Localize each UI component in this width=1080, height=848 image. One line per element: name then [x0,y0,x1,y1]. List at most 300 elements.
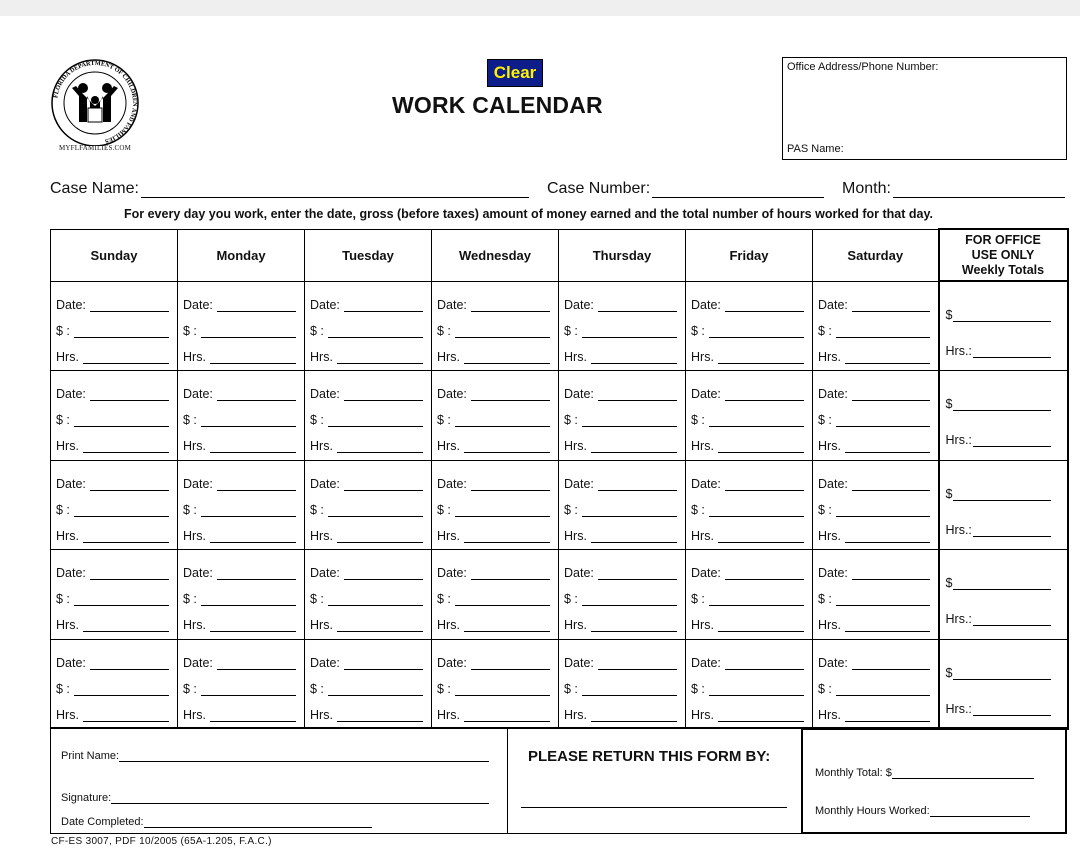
date-line[interactable] [598,481,677,491]
monthly-total-line[interactable] [892,770,1034,779]
date-line[interactable] [344,391,423,401]
weekly-earnings-line[interactable] [953,312,1050,322]
earnings-entry[interactable] [818,682,930,696]
date-entry[interactable] [437,387,550,401]
earnings-entry[interactable] [691,592,804,606]
earnings-entry[interactable] [818,592,930,606]
case-name-line[interactable] [141,184,529,198]
date-entry[interactable] [691,298,804,312]
earnings-line[interactable] [455,328,550,338]
earnings-entry[interactable] [56,413,169,427]
weekly-earnings-line[interactable] [953,401,1050,411]
earnings-entry[interactable] [183,413,296,427]
earnings-line[interactable] [709,686,804,696]
hours-entry[interactable] [818,708,930,722]
date-entry[interactable] [310,298,423,312]
signature-field[interactable] [61,792,489,804]
date-line[interactable] [725,481,804,491]
monthly-hours-line[interactable] [930,808,1030,817]
weekly-hours-line[interactable] [973,616,1051,626]
earnings-line[interactable] [74,596,169,606]
hours-entry[interactable] [56,618,169,632]
hours-entry[interactable] [310,439,423,453]
date-line[interactable] [471,570,550,580]
date-entry[interactable] [818,477,930,491]
hours-entry[interactable] [564,350,677,364]
earnings-entry[interactable] [818,324,930,338]
earnings-line[interactable] [836,686,930,696]
date-label: Date: [56,387,86,402]
hours-line[interactable] [718,622,804,632]
month-label: Month: [842,180,891,197]
hours-entry[interactable] [183,350,296,364]
earnings-entry[interactable] [564,592,677,606]
monthly-total-field[interactable] [815,767,1034,779]
earnings-line[interactable] [74,686,169,696]
date-entry[interactable] [56,656,169,670]
hours-label: Hrs. [691,439,714,454]
date-label: Date: [310,566,340,581]
day-entry [305,640,431,729]
hours-line[interactable] [83,622,169,632]
earnings-entry[interactable] [437,592,550,606]
clear-button[interactable]: Clear [487,59,543,87]
hours-line[interactable] [210,443,296,453]
date-entry[interactable] [437,566,550,580]
date-line[interactable] [725,660,804,670]
earnings-line[interactable] [582,686,677,696]
date-line[interactable] [598,570,677,580]
earnings-line[interactable] [709,417,804,427]
date-completed-field[interactable] [61,816,372,828]
weekly-dollar-label: $ [945,665,953,680]
hours-entry[interactable] [183,439,296,453]
date-entry[interactable] [437,656,550,670]
date-line[interactable] [217,481,296,491]
earnings-line[interactable] [709,328,804,338]
hours-entry[interactable] [691,439,804,453]
earnings-entry[interactable] [183,503,296,517]
hours-entry[interactable] [564,439,677,453]
print-name-line[interactable] [119,753,489,762]
date-label: Date: [564,387,594,402]
hours-line[interactable] [591,533,677,543]
earnings-entry[interactable] [56,324,169,338]
hours-entry[interactable] [310,618,423,632]
date-line[interactable] [471,660,550,670]
hours-entry[interactable] [691,350,804,364]
hours-line[interactable] [464,533,550,543]
date-line[interactable] [471,302,550,312]
hours-entry[interactable] [310,529,423,543]
date-line[interactable] [90,570,169,580]
case-number-line[interactable] [652,184,824,198]
hours-line[interactable] [210,622,296,632]
day-cell-monday [178,460,305,550]
hours-line[interactable] [845,443,930,453]
earnings-line[interactable] [836,507,930,517]
day-entry [686,461,812,550]
weekly-hours-entry[interactable] [946,612,1051,626]
hours-entry[interactable] [56,439,169,453]
day-header-friday: Friday [686,229,813,281]
date-entry[interactable] [564,656,677,670]
earnings-line[interactable] [74,507,169,517]
earnings-entry[interactable] [56,592,169,606]
earnings-entry[interactable] [183,592,296,606]
weekly-earnings-line[interactable] [953,670,1050,680]
hours-entry[interactable] [691,708,804,722]
earnings-line[interactable] [836,328,930,338]
date-entry[interactable] [56,298,169,312]
hours-line[interactable] [337,354,423,364]
date-line[interactable] [852,302,930,312]
day-entry [178,550,304,639]
earnings-entry[interactable] [56,503,169,517]
earnings-line[interactable] [455,686,550,696]
weekly-totals-cell [939,371,1068,461]
hours-line[interactable] [845,622,930,632]
date-completed-line[interactable] [144,819,372,828]
date-entry[interactable] [691,656,804,670]
earnings-line[interactable] [328,596,423,606]
day-entry [686,550,812,639]
weekly-hours-entry[interactable] [946,433,1051,447]
date-entry[interactable] [310,566,423,580]
date-entry[interactable] [564,387,677,401]
weekly-hours-entry[interactable] [946,702,1051,716]
earnings-line[interactable] [709,507,804,517]
earnings-line[interactable] [836,596,930,606]
hours-entry[interactable] [691,618,804,632]
date-line[interactable] [90,660,169,670]
weekly-earnings-entry[interactable] [946,487,1051,501]
hours-entry[interactable] [310,350,423,364]
date-line[interactable] [725,570,804,580]
date-line[interactable] [471,391,550,401]
earnings-entry[interactable] [310,592,423,606]
weekly-totals-cell [939,460,1068,550]
hours-line[interactable] [337,712,423,722]
hours-line[interactable] [83,533,169,543]
date-entry[interactable] [691,477,804,491]
date-line[interactable] [598,302,677,312]
earnings-line[interactable] [836,417,930,427]
earnings-line[interactable] [328,686,423,696]
hours-line[interactable] [210,533,296,543]
earnings-line[interactable] [582,596,677,606]
day-entry [686,371,812,460]
hours-entry[interactable] [818,618,930,632]
earnings-line[interactable] [582,417,677,427]
weekly-earnings-line[interactable] [953,580,1050,590]
earnings-line[interactable] [201,507,296,517]
date-entry[interactable] [183,298,296,312]
signature-line[interactable] [111,795,489,804]
hours-line[interactable] [718,533,804,543]
earnings-entry[interactable] [691,503,804,517]
hours-line[interactable] [210,354,296,364]
dcf-logo [50,58,140,154]
date-line[interactable] [217,570,296,580]
date-entry[interactable] [818,656,930,670]
hours-line[interactable] [464,622,550,632]
month-line[interactable] [893,184,1065,198]
hours-line[interactable] [210,712,296,722]
date-label: Date: [310,655,340,670]
weekly-hours-line[interactable] [973,527,1051,537]
hours-line[interactable] [337,622,423,632]
hours-line[interactable] [845,354,930,364]
month-field[interactable] [842,180,1065,198]
day-entry [432,640,558,729]
date-line[interactable] [852,481,930,491]
hours-entry[interactable] [818,350,930,364]
hours-line[interactable] [464,712,550,722]
weekly-hours-line[interactable] [973,348,1051,358]
earnings-line[interactable] [201,417,296,427]
date-entry[interactable] [564,477,677,491]
day-header-tuesday: Tuesday [305,229,432,281]
day-entry [686,282,812,371]
day-cell-thursday [559,460,686,550]
hours-line[interactable] [718,443,804,453]
day-cell-monday [178,639,305,729]
earnings-entry[interactable] [310,503,423,517]
hours-line[interactable] [83,712,169,722]
hours-entry[interactable] [183,529,296,543]
case-name-field[interactable] [50,180,529,198]
office-use-line3: Weekly Totals [961,262,1045,277]
hours-line[interactable] [718,354,804,364]
hours-line[interactable] [591,712,677,722]
date-entry[interactable] [691,566,804,580]
date-label: Date: [310,387,340,402]
date-line[interactable] [344,302,423,312]
day-cell-friday [686,371,813,461]
hours-line[interactable] [464,354,550,364]
hours-entry[interactable] [818,529,930,543]
date-entry[interactable] [183,477,296,491]
earnings-line[interactable] [201,596,296,606]
earnings-entry[interactable] [564,413,677,427]
dollar-label: $ : [564,592,578,607]
date-line[interactable] [725,391,804,401]
earnings-entry[interactable] [310,682,423,696]
hours-entry[interactable] [437,708,550,722]
day-entry [559,640,685,729]
date-line[interactable] [725,302,804,312]
weekly-hours-entry[interactable] [946,344,1051,358]
hours-entry[interactable] [56,350,169,364]
earnings-entry[interactable] [437,413,550,427]
earnings-line[interactable] [455,596,550,606]
dollar-label: $ : [310,681,324,696]
hours-line[interactable] [337,533,423,543]
hours-label: Hrs. [183,439,206,454]
day-entry [305,371,431,460]
hours-line[interactable] [718,712,804,722]
earnings-entry[interactable] [56,682,169,696]
hours-entry[interactable] [437,618,550,632]
weekly-earnings-line[interactable] [953,491,1050,501]
hours-line[interactable] [591,443,677,453]
date-entry[interactable] [183,656,296,670]
return-by-line[interactable] [521,807,787,808]
hours-label: Hrs. [437,707,460,722]
hours-line[interactable] [591,354,677,364]
earnings-entry[interactable] [310,324,423,338]
date-entry[interactable] [818,566,930,580]
date-entry[interactable] [564,566,677,580]
date-line[interactable] [344,481,423,491]
earnings-entry[interactable] [437,324,550,338]
earnings-entry[interactable] [183,324,296,338]
monthly-hours-field[interactable] [815,805,1030,817]
date-entry[interactable] [437,477,550,491]
date-entry[interactable] [310,477,423,491]
print-name-label: Print Name: [61,750,120,762]
weekly-earnings-entry[interactable] [946,576,1051,590]
day-cell-thursday [559,281,686,371]
earnings-line[interactable] [709,596,804,606]
date-line[interactable] [217,660,296,670]
earnings-entry[interactable] [691,682,804,696]
earnings-line[interactable] [455,507,550,517]
date-entry[interactable] [56,387,169,401]
date-entry[interactable] [183,387,296,401]
date-entry[interactable] [56,477,169,491]
date-line[interactable] [598,660,677,670]
dollar-label: $ : [310,592,324,607]
earnings-entry[interactable] [691,324,804,338]
hours-entry[interactable] [183,708,296,722]
date-line[interactable] [852,570,930,580]
earnings-line[interactable] [328,417,423,427]
hours-entry[interactable] [691,529,804,543]
earnings-entry[interactable] [818,413,930,427]
earnings-entry[interactable] [818,503,930,517]
earnings-line[interactable] [74,328,169,338]
date-line[interactable] [852,391,930,401]
hours-entry[interactable] [437,529,550,543]
hours-entry[interactable] [818,439,930,453]
earnings-entry[interactable] [564,682,677,696]
hours-line[interactable] [83,443,169,453]
case-number-field[interactable] [547,180,824,198]
date-line[interactable] [598,391,677,401]
hours-line[interactable] [845,533,930,543]
day-entry [51,550,177,639]
date-entry[interactable] [183,566,296,580]
earnings-line[interactable] [74,417,169,427]
date-line[interactable] [217,391,296,401]
dollar-label: $ : [818,681,832,696]
weekly-hours-entry[interactable] [946,523,1051,537]
earnings-line[interactable] [201,328,296,338]
hours-line[interactable] [591,622,677,632]
hours-entry[interactable] [56,708,169,722]
date-entry[interactable] [818,387,930,401]
earnings-line[interactable] [328,507,423,517]
date-label: Date: [56,476,86,491]
date-line[interactable] [90,481,169,491]
hours-entry[interactable] [564,529,677,543]
date-entry[interactable] [310,387,423,401]
hours-label: Hrs. [56,439,79,454]
dollar-label: $ : [691,323,705,338]
weekly-hours-line[interactable] [973,706,1051,716]
date-entry[interactable] [56,566,169,580]
footer-section [50,727,1067,834]
date-line[interactable] [90,302,169,312]
date-entry[interactable] [691,387,804,401]
earnings-entry[interactable] [437,682,550,696]
earnings-line[interactable] [582,328,677,338]
hours-line[interactable] [845,712,930,722]
hours-entry[interactable] [564,618,677,632]
date-line[interactable] [90,391,169,401]
hours-entry[interactable] [183,618,296,632]
date-label: Date: [564,655,594,670]
earnings-entry[interactable] [564,324,677,338]
hours-entry[interactable] [437,439,550,453]
dollar-label: $ : [183,681,197,696]
date-line[interactable] [344,570,423,580]
date-entry[interactable] [310,656,423,670]
day-cell-wednesday [432,550,559,640]
week-row [51,639,1068,729]
day-cell-saturday [813,639,939,729]
print-name-field[interactable] [61,750,489,762]
weekly-earnings-entry[interactable] [946,397,1051,411]
day-cell-friday [686,639,813,729]
earnings-entry[interactable] [183,682,296,696]
day-entry [813,550,938,639]
hours-entry[interactable] [56,529,169,543]
date-line[interactable] [344,660,423,670]
hours-label: Hrs. [818,439,841,454]
weekly-earnings-entry[interactable] [946,308,1051,322]
hours-entry[interactable] [564,708,677,722]
date-entry[interactable] [564,298,677,312]
earnings-line[interactable] [455,417,550,427]
date-line[interactable] [471,481,550,491]
earnings-line[interactable] [582,507,677,517]
earnings-entry[interactable] [564,503,677,517]
date-line[interactable] [217,302,296,312]
hours-entry[interactable] [437,350,550,364]
monthly-hours-label: Monthly Hours Worked: [815,805,930,817]
hours-line[interactable] [83,354,169,364]
date-label: Date: [437,387,467,402]
earnings-line[interactable] [328,328,423,338]
date-entry[interactable] [437,298,550,312]
weekly-earnings-entry[interactable] [946,666,1051,680]
earnings-entry[interactable] [691,413,804,427]
week-row [51,281,1068,371]
weekly-hours-line[interactable] [973,437,1051,447]
earnings-entry[interactable] [310,413,423,427]
hours-entry[interactable] [310,708,423,722]
hours-line[interactable] [464,443,550,453]
dollar-label: $ : [437,502,451,517]
earnings-line[interactable] [201,686,296,696]
date-line[interactable] [852,660,930,670]
hours-line[interactable] [337,443,423,453]
earnings-entry[interactable] [437,503,550,517]
date-entry[interactable] [818,298,930,312]
